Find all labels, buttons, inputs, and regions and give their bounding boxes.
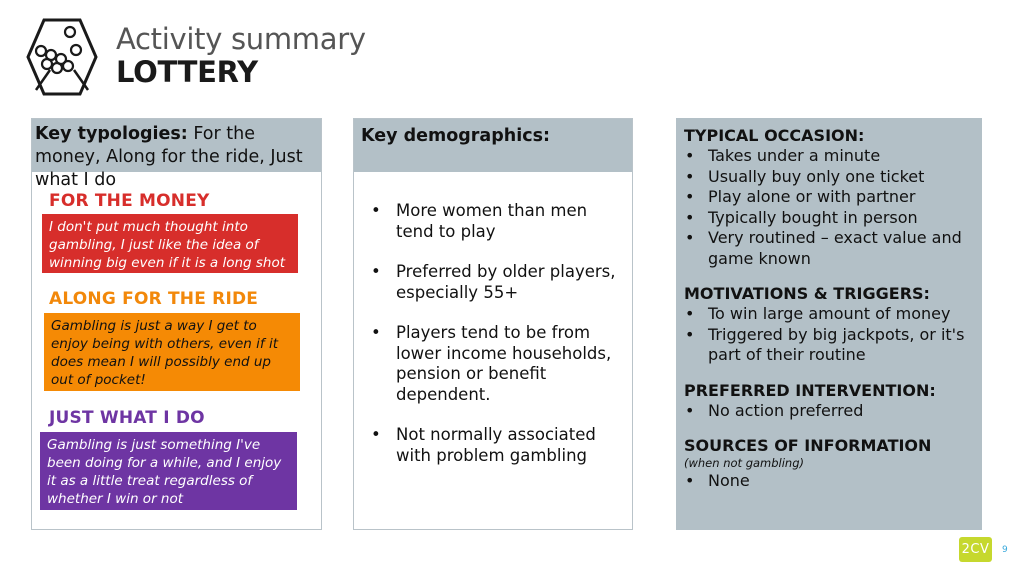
motivations-list xyxy=(684,304,976,366)
typical-occasion-list xyxy=(684,146,976,269)
typology-title-just-what-i-do: JUST WHAT I DO xyxy=(49,408,205,428)
list-item: • Triggered by big jackpots, or it's part of their routine xyxy=(684,325,976,366)
typologies-heading xyxy=(35,123,321,192)
typology-title-for-the-money: FOR THE MONEY xyxy=(49,191,210,211)
list-item: • Play alone or with partner xyxy=(684,187,976,208)
list-item: • Not normally associated with problem gambling xyxy=(368,425,623,466)
list-item: • To win large amount of money xyxy=(684,304,976,325)
demographics-list xyxy=(368,201,623,486)
typologies-heading-list: For the money, Along for the ride, Just what I do xyxy=(35,124,303,190)
list-item: • Takes under a minute xyxy=(684,146,976,167)
lottery-balls-icon xyxy=(26,18,98,96)
page-title: Activity summary xyxy=(116,22,366,56)
occasion-panel xyxy=(676,118,982,530)
preferred-intervention-list xyxy=(684,401,976,422)
list-item: • Typically bought in person xyxy=(684,208,976,229)
list-item: • Preferred by older players, especially 55+ xyxy=(368,262,623,303)
list-item: • Very routined – exact value and game known xyxy=(684,228,976,269)
sources-list xyxy=(684,471,976,492)
typologies-heading-label: Key typologies: xyxy=(35,124,188,144)
sources-note: (when not gambling) xyxy=(684,456,805,470)
demographics-header xyxy=(354,119,632,172)
list-item: • More women than men tend to play xyxy=(368,201,623,242)
list-item: • No action preferred xyxy=(684,401,976,422)
demographics-panel xyxy=(353,118,633,530)
brand-logo: 2CV xyxy=(959,537,992,562)
section-title-preferred-intervention: PREFERRED INTERVENTION: xyxy=(684,380,936,400)
typology-quote-along-for-the-ride: Gambling is just a way I get to enjoy being with others, even if it does mean I will possibly end up out of pocket! xyxy=(44,313,300,391)
typologies-panel xyxy=(31,118,322,530)
typology-quote-for-the-money: I don't put much thought into gambling, I just like the idea of winning big even if it is a long shot xyxy=(42,214,298,273)
list-item: • Usually buy only one ticket xyxy=(684,167,976,188)
typology-quote-just-what-i-do: Gambling is just something I've been doing for a while, and I enjoy it as a little treat regardless of whether I win or not xyxy=(40,432,297,510)
section-title-sources: SOURCES OF INFORMATION xyxy=(684,436,932,455)
page-subtitle: LOTTERY xyxy=(116,55,258,89)
section-title-typical-occasion: TYPICAL OCCASION: xyxy=(684,126,865,145)
typology-title-along-for-the-ride: ALONG FOR THE RIDE xyxy=(49,289,259,309)
typologies-header xyxy=(32,119,321,190)
list-item: • None xyxy=(684,471,976,492)
page-number: 9 xyxy=(1002,545,1008,555)
demographics-heading: Key demographics: xyxy=(361,126,551,146)
list-item: • Players tend to be from lower income households, pension or benefit dependent. xyxy=(368,323,623,405)
section-title-motivations: MOTIVATIONS & TRIGGERS: xyxy=(684,284,930,303)
